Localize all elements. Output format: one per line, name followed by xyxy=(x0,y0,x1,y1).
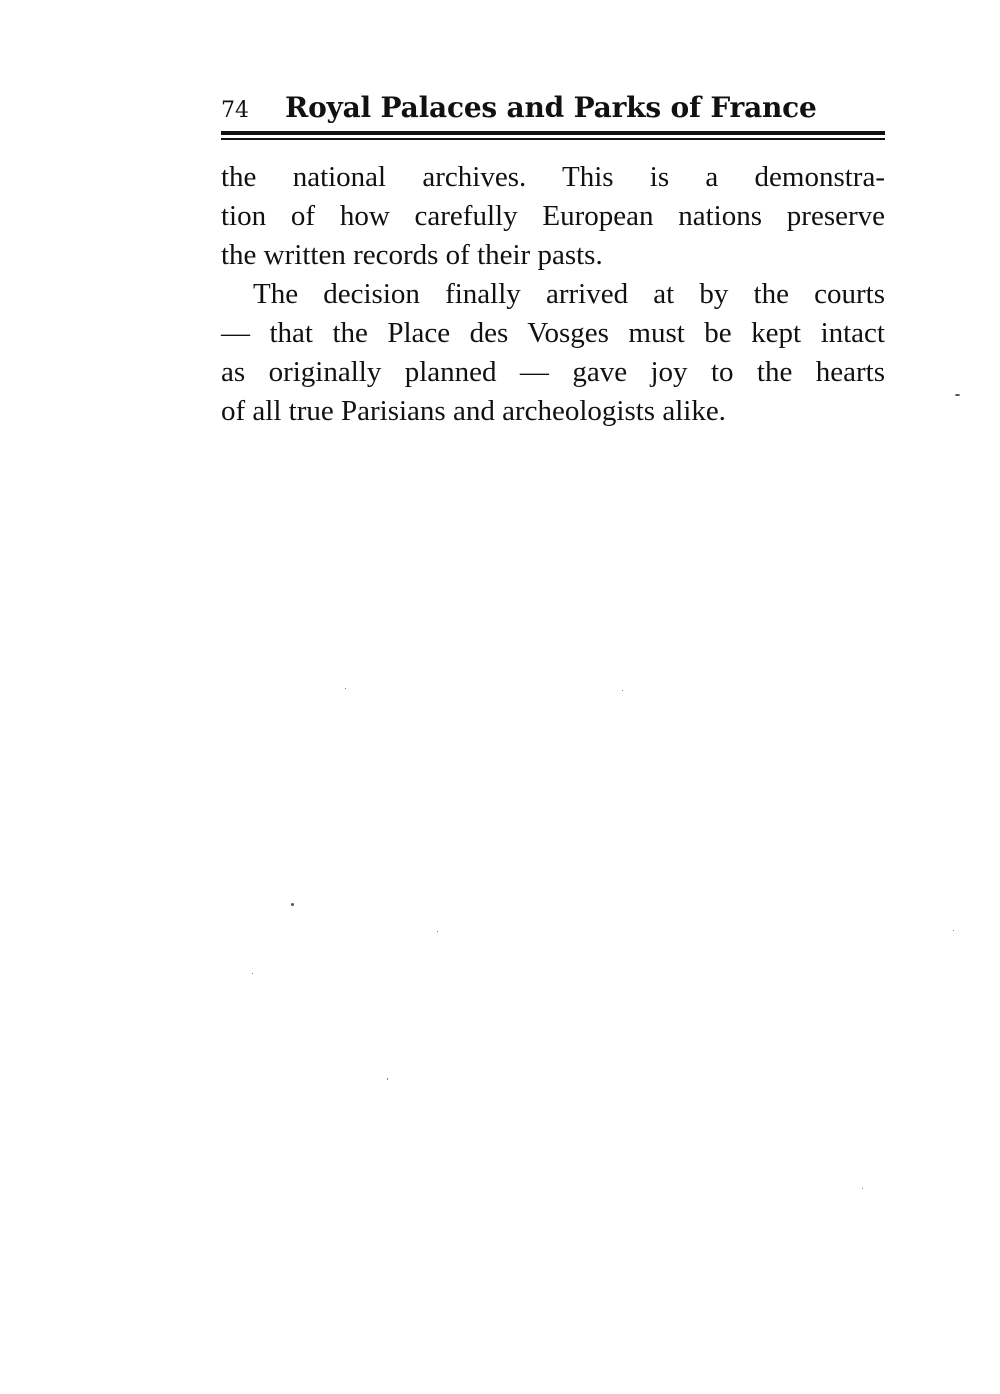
scan-speck xyxy=(437,931,438,932)
text-line: as originally planned — gave joy to the hearts xyxy=(221,356,885,388)
scan-speck xyxy=(953,930,954,931)
paragraph xyxy=(221,158,885,275)
scan-speck xyxy=(862,1188,863,1189)
text-line: the written records of their pasts. xyxy=(221,239,603,271)
scan-speck xyxy=(252,973,253,974)
scan-speck xyxy=(291,903,294,906)
scan-speck xyxy=(345,688,346,689)
scan-speck xyxy=(622,690,623,691)
text-line: The decision finally arrived at by the courts xyxy=(253,278,885,310)
text-line: — that the Place des Vosges must be kept intact xyxy=(221,317,885,349)
text-line: the national archives. This is a demonstra- xyxy=(221,161,885,193)
body-text xyxy=(221,158,885,431)
scan-speck xyxy=(955,394,960,396)
text-line: tion of how carefully European nations preserve xyxy=(221,200,885,232)
text-line: of all true Parisians and archeologists alike. xyxy=(221,395,726,427)
running-title: Royal Palaces and Parks of France xyxy=(285,91,817,124)
running-head xyxy=(221,88,885,128)
page-number: 74 xyxy=(221,98,249,123)
scan-speck xyxy=(387,1078,388,1080)
paragraph xyxy=(221,275,885,431)
header-rule-thin xyxy=(221,138,885,140)
header-rule-thick xyxy=(221,131,885,135)
